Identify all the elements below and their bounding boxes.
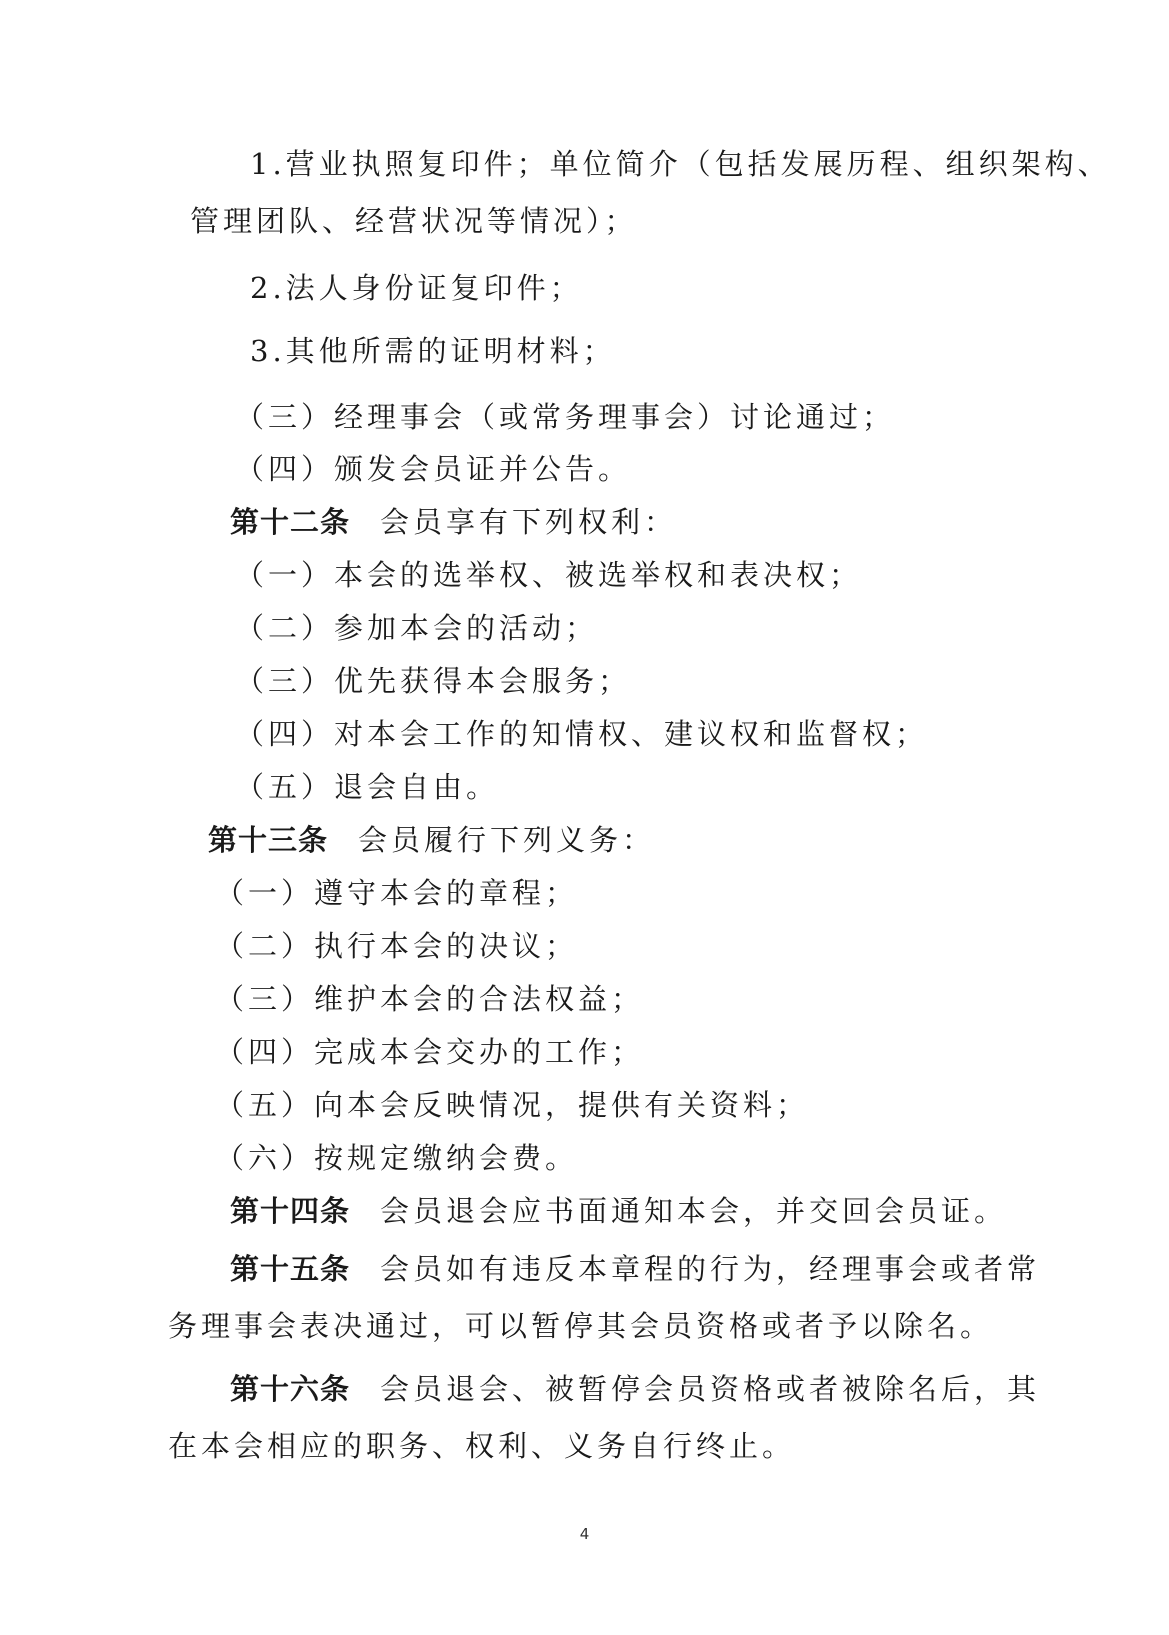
article-14: 第十四条 会员退会应书面通知本会，并交回会员证。 [230,1194,1008,1228]
article-16: 第十六条 会员退会、被暂停会员资格或者被除名后，其 [230,1372,1041,1406]
line-10: （三）优先获得本会服务； [235,664,632,698]
line-1: 1.营业执照复印件；单位简介（包括发展历程、组织架构、 [250,147,1111,181]
page-number: 4 [579,1525,590,1543]
line-18: （五）向本会反映情况，提供有关资料； [215,1088,810,1122]
line-5: （三）经理事会（或常务理事会）讨论通过； [235,400,896,434]
line-9: （二）参加本会的活动； [235,611,599,645]
article-number: 第十五条 [230,1252,351,1286]
article-number: 第十二条 [230,505,351,539]
line-17: （四）完成本会交办的工作； [215,1035,645,1069]
line-16: （三）维护本会的合法权益； [215,982,645,1016]
line-12: （五）退会自由。 [235,770,500,804]
article-12: 第十二条 会员享有下列权利： [230,505,678,539]
line-2: 管理团队、经营状况等情况）； [190,204,638,238]
line-4: 3.其他所需的证明材料； [250,334,616,368]
line-8: （一）本会的选举权、被选举权和表决权； [235,558,863,592]
article-13: 第十三条 会员履行下列义务： [208,823,656,857]
line-19: （六）按规定缴纳会费。 [215,1141,579,1175]
article-15: 第十五条 会员如有违反本章程的行为，经理事会或者常 [230,1252,1041,1286]
line-6: （四）颁发会员证并公告。 [235,452,632,486]
line-22: 务理事会表决通过，可以暂停其会员资格或者予以除名。 [168,1309,994,1343]
line-14: （一）遵守本会的章程； [215,876,579,910]
article-number: 第十三条 [208,823,329,857]
line-11: （四）对本会工作的知情权、建议权和监督权； [235,717,929,751]
line-24: 在本会相应的职务、权利、义务自行终止。 [168,1429,796,1463]
line-15: （二）执行本会的决议； [215,929,579,963]
line-3: 2.法人身份证复印件； [250,271,583,305]
article-number: 第十四条 [230,1194,351,1228]
article-number: 第十六条 [230,1372,351,1406]
